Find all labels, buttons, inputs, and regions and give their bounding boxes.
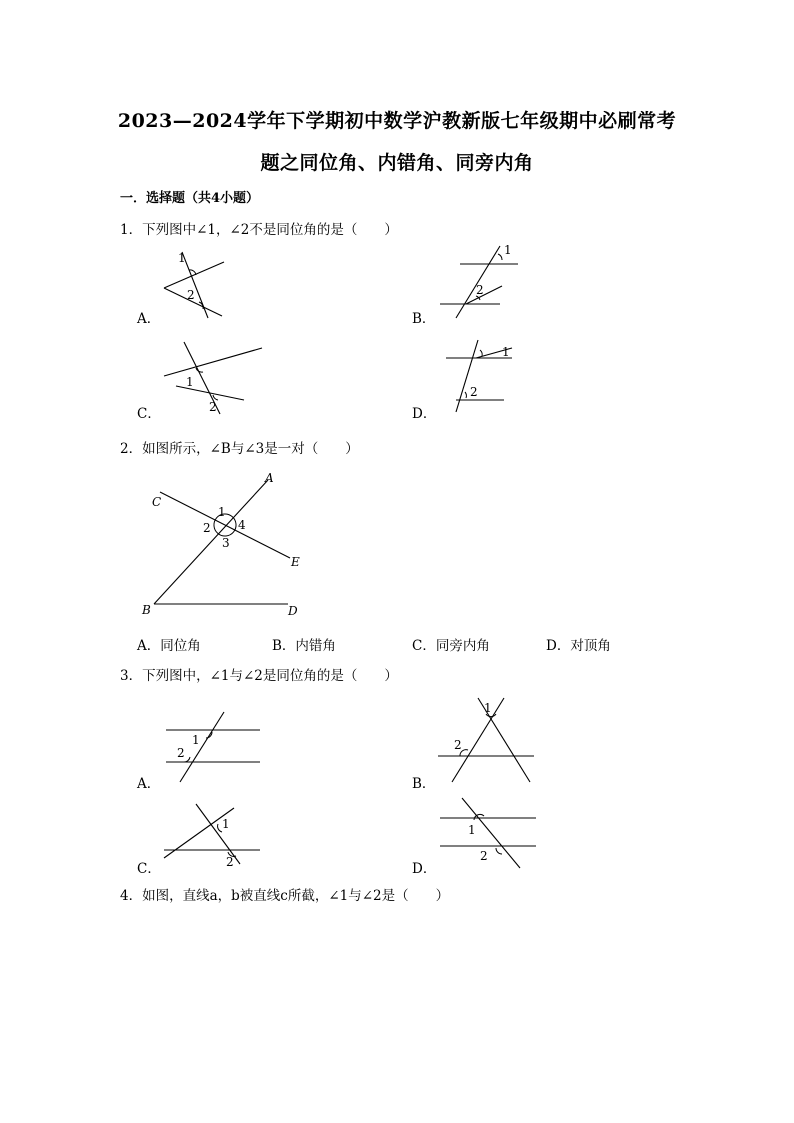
q3a-transversal — [180, 712, 224, 782]
q1a-label-1: 1 — [178, 251, 186, 265]
question-3-text: 3．下列图中，∠1与∠2是同位角的是（ ） — [120, 668, 398, 684]
q2-label-c: D — [288, 604, 298, 618]
q3a-arc-2 — [184, 757, 190, 762]
q2-angle-1: 1 — [218, 505, 226, 519]
q2-choice-a[interactable]: A．同位角 — [137, 638, 201, 654]
q2-angle-2: 2 — [203, 521, 211, 535]
q2-choice-d[interactable]: D．对顶角 — [546, 638, 611, 654]
q2-label-b: B — [142, 603, 151, 617]
q3d-label-2: 2 — [480, 849, 488, 863]
q3-option-d[interactable]: D． — [412, 861, 437, 877]
q3d-arc-2 — [496, 848, 502, 854]
q1-option-d[interactable]: D． — [412, 406, 437, 422]
q1-option-b[interactable]: B． — [412, 311, 436, 327]
title-line-1: 2023—2024学年下学期初中数学沪教新版七年级期中必刷常考 — [117, 110, 677, 132]
q1-figure-b — [436, 242, 526, 322]
title-line-2: 题之同位角、内错角、同旁内角 — [260, 152, 534, 174]
q1b-label-2: 2 — [476, 283, 484, 297]
q2-label-e: E — [291, 555, 300, 569]
q1d-arc-1 — [480, 350, 482, 356]
q2-label-d: C — [152, 495, 162, 509]
q1b-transversal — [456, 246, 500, 318]
q1c-line-top — [164, 348, 262, 376]
question-1-text: 1．下列图中∠1，∠2不是同位角的是（ ） — [120, 222, 398, 238]
q1a-transversal — [182, 252, 208, 318]
q2-figure — [140, 466, 315, 621]
q3-option-c[interactable]: C． — [137, 861, 161, 877]
q2-choice-c[interactable]: C．同旁内角 — [412, 638, 490, 654]
q3b-label-1: 1 — [484, 701, 492, 715]
q3-figure-d — [436, 796, 541, 871]
q2-label-a: A — [265, 471, 274, 485]
q1b-label-1: 1 — [504, 243, 512, 257]
question-4-text: 4．如图，直线a，b被直线c所截，∠1与∠2是（ ） — [120, 888, 450, 904]
q1b-extra-line — [466, 286, 502, 304]
q2-choice-b[interactable]: B．内错角 — [272, 638, 336, 654]
q1d-label-1: 1 — [502, 345, 510, 359]
q3c-label-2: 2 — [226, 855, 234, 869]
q3-figure-c — [160, 800, 265, 870]
q1-figure-a — [160, 248, 235, 323]
q1b-arc-1 — [498, 254, 502, 260]
q1-option-a[interactable]: A． — [137, 311, 161, 327]
q3-figure-b — [436, 694, 541, 789]
q3a-label-2: 2 — [177, 746, 185, 760]
q1d-label-2: 2 — [470, 385, 478, 399]
q3-figure-a — [160, 708, 265, 788]
q1d-arc-2 — [465, 392, 466, 398]
q3a-label-1: 1 — [192, 733, 200, 747]
q3d-label-1: 1 — [468, 823, 476, 837]
q1c-label-1: 1 — [186, 375, 194, 389]
q1c-label-2: 2 — [209, 400, 217, 414]
q2-angle-4: 4 — [238, 518, 246, 532]
q3-option-a[interactable]: A． — [137, 776, 161, 792]
q1a-label-2: 2 — [187, 288, 195, 302]
q1a-line-1 — [164, 262, 224, 288]
q1-option-c[interactable]: C． — [137, 406, 161, 422]
section-heading: 一．选择题（共4小题） — [120, 191, 260, 206]
q2-line-ba — [154, 480, 268, 604]
q1-figure-d — [442, 336, 532, 416]
q3b-label-2: 2 — [454, 738, 462, 752]
q3c-label-1: 1 — [222, 817, 230, 831]
q1-figure-c — [160, 338, 270, 418]
q2-angle-3: 3 — [222, 536, 230, 550]
q1d-transversal — [456, 340, 478, 412]
q3-option-b[interactable]: B． — [412, 776, 436, 792]
question-2-text: 2．如图所示，∠B与∠3是一对（ ） — [120, 441, 359, 457]
